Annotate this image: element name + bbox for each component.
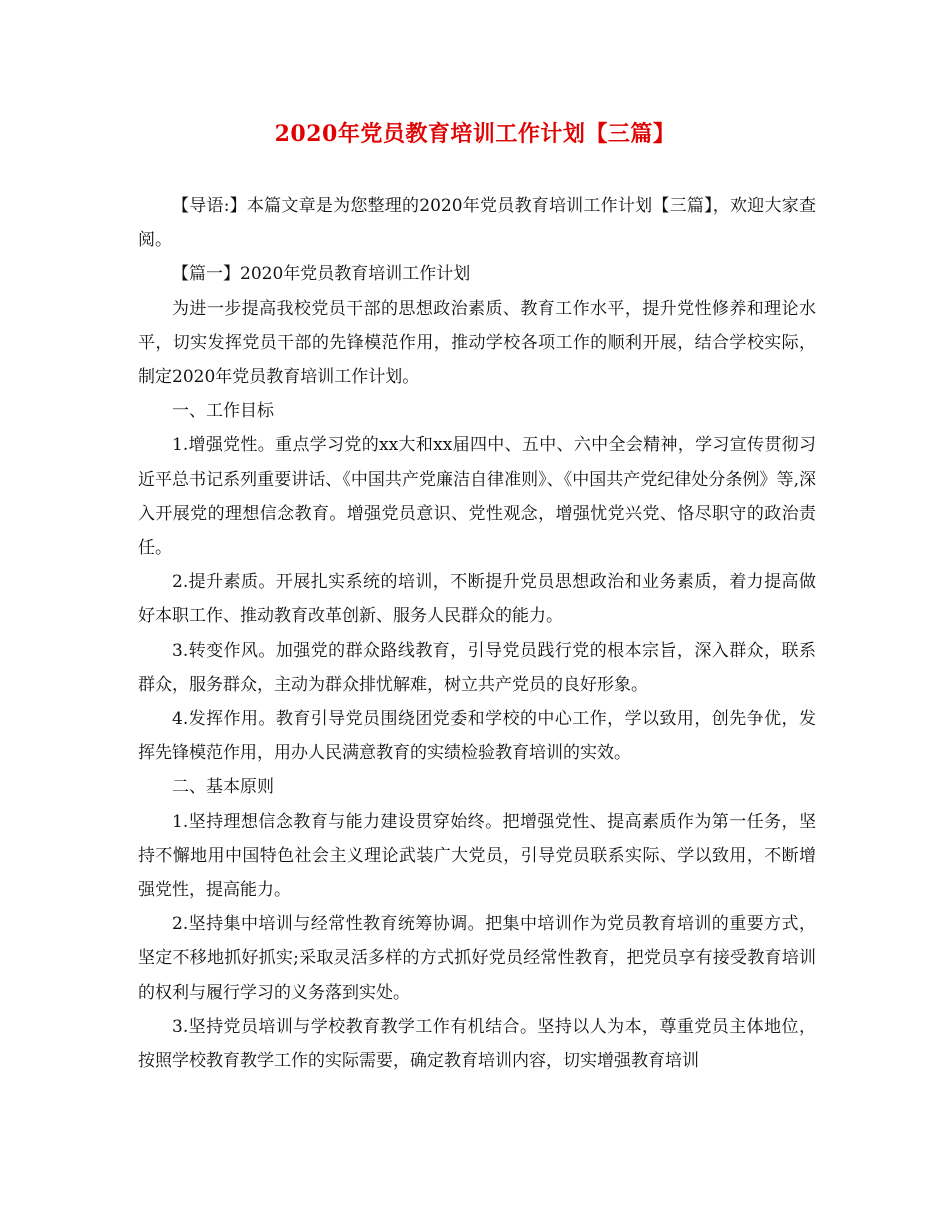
paragraph: 为进一步提高我校党员干部的思想政治素质、教育工作水平，提升党性修养和理论水平，切实发挥党员干部的先锋模范作用，推动学校各项工作的顺利开展，结合学校实际，制定2020年党员教育培训工作计划。 — [138, 298, 816, 388]
document-title: 2020年党员教育培训工作计划【三篇】 — [274, 121, 676, 147]
paragraph: 2.坚持集中培训与经常性教育统筹协调。把集中培训作为党员教育培训的重要方式，坚定不移地抓好抓实;采取灵活多样的方式抓好党员经常性教育，把党员享有接受教育培训的权利与履行学习的义务落到实处。 — [138, 914, 816, 1003]
paragraph-section-heading: 【篇一】2020年党员教育培训工作计划 — [172, 264, 471, 285]
paragraph: 2.提升素质。开展扎实系统的培训，不断提升党员思想政治和业务素质，着力提高做好本职工作、推动教育改革创新、服务人民群众的能力。 — [138, 572, 816, 627]
paragraph: 4.发挥作用。教育引导党员围绕团党委和学校的中心工作，学以致用，创先争优，发挥先锋模范作用，用办人民满意教育的实绩检验教育培训的实效。 — [138, 709, 816, 764]
paragraph: 3.转变作风。加强党的群众路线教育，引导党员践行党的根本宗旨，深入群众，联系群众，服务群众，主动为群众排忧解难，树立共产党员的良好形象。 — [138, 640, 816, 695]
paragraph: 1.增强党性。重点学习党的xx大和xx届四中、五中、六中全会精神，学习宣传贯彻习近平总书记系列重要讲话、《中国共产党廉洁自律准则》、《中国共产党纪律处分条例》等,深入开展党的理想信念教育。增强党员意识、党性观念，增强忧党兴党、恪尽职守的政治责任。 — [138, 435, 816, 559]
document-body — [138, 189, 816, 1078]
paragraph-intro: 【导语:】本篇文章是为您整理的2020年党员教育培训工作计划【三篇】，欢迎大家查阅。 — [138, 196, 816, 251]
paragraph-heading: 二、基本原则 — [172, 777, 274, 798]
paragraph-heading: 一、工作目标 — [172, 401, 274, 422]
paragraph: 3.坚持党员培训与学校教育教学工作有机结合。坚持以人为本，尊重党员主体地位，按照学校教育教学工作的实际需要，确定教育培训内容，切实增强教育培训 — [138, 1016, 816, 1072]
paragraph: 1.坚持理想信念教育与能力建设贯穿始终。把增强党性、提高素质作为第一任务，坚持不懈地用中国特色社会主义理论武装广大党员，引导党员联系实际、学以致用，不断增强党性，提高能力。 — [138, 811, 816, 901]
